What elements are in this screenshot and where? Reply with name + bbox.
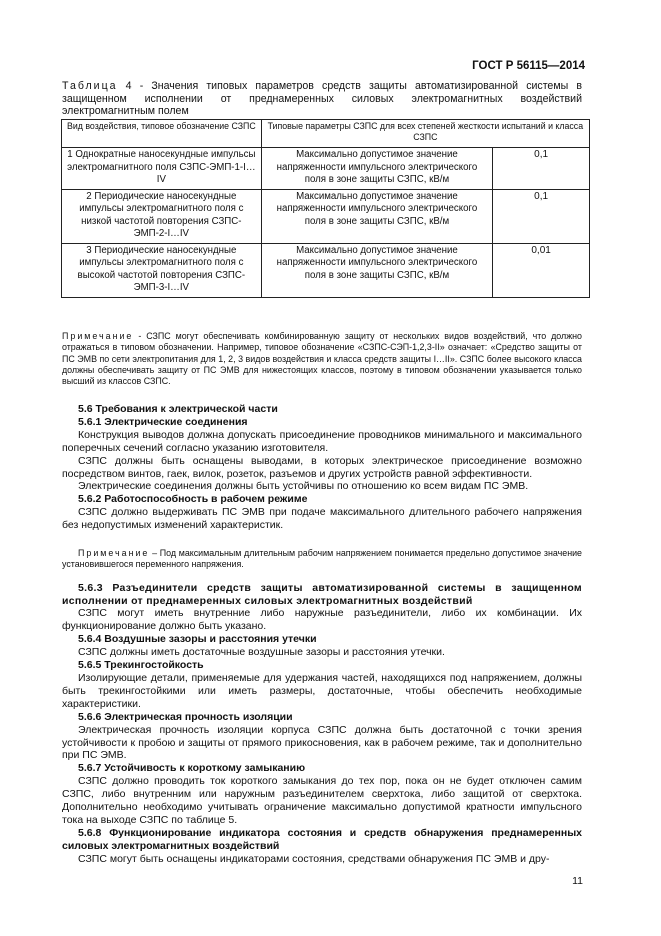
parameters-table: [61, 119, 590, 298]
header-parameters: Типовые параметры СЗПС для всех степеней жесткости испытаний и класса СЗПС: [261, 120, 589, 148]
paragraph: Электрическая прочность изоляции корпуса СЗПС должна быть достаточной с точки зрения устойчивости к пробою и защиты от прямого прикосновения, как в рабочем режиме, так и дополнительно при ПС ЭМВ.: [62, 723, 582, 762]
table-header-row: [62, 120, 590, 148]
table-caption-text: 4 - Значения типовых параметров средств защиты автоматизированной системы в защищенном исполнении от преднамеренных силовых электромагнитных воздействий электромагнитным полем: [62, 80, 582, 117]
note-label: Примечание: [78, 548, 150, 559]
section-5-6-6-title: 5.6.6 Электрическая прочность изоляции: [78, 710, 293, 723]
paragraph: Конструкция выводов должна допускать присоединение проводников минимального и максимального поперечных сечений согласно указанию изготовителя.: [62, 428, 582, 454]
paragraph: СЗПС должны иметь достаточные воздушные зазоры и расстояния утечки.: [78, 646, 445, 659]
paragraph: СЗПС должно выдерживать ПС ЭМВ при подаче максимального длительного рабочего напряжения без недопустимых изменений характеристик.: [62, 506, 582, 532]
cell-value: 0,01: [493, 243, 590, 297]
cell-value: 0,1: [493, 148, 590, 190]
section-5-6-3-title: 5.6.3 Разъединители средств защиты автоматизированной системы в защищенном исполнении от преднамеренных силовых электромагнитных воздействий: [62, 581, 582, 607]
table-note: [62, 331, 582, 387]
table-row: [62, 148, 590, 190]
cell-impact-type: 2 Периодические наносекундные импульсы электромагнитного поля с низкой частотой повторения СЗПС-ЭМП-2-I…IV: [62, 189, 262, 243]
section-5-6-1-title: 5.6.1 Электрические соединения: [78, 415, 248, 428]
cell-parameter: Максимально допустимое значение напряженности импульсного электрического поля в зоне защиты СЗПС, кВ/м: [261, 148, 493, 190]
cell-impact-type: 3 Периодические наносекундные импульсы электромагнитного поля с высокой частотой повторения СЗПС-ЭМП-3-I…IV: [62, 243, 262, 297]
paragraph: СЗПС могут быть оснащены индикаторами состояния, средствами обнаружения ПС ЭМВ и дру-: [78, 852, 550, 865]
section-5-6-body: [62, 403, 582, 866]
standard-designation: ГОСТ Р 56115—2014: [472, 60, 585, 72]
paragraph: Электрические соединения должны быть устойчивы по отношению ко всем видам ПС ЭМВ.: [78, 480, 529, 493]
table-caption: [62, 80, 582, 118]
page-number: 11: [572, 875, 583, 887]
section-5-6-4-title: 5.6.4 Воздушные зазоры и расстояния утечки: [78, 633, 317, 646]
section-note: [62, 548, 582, 571]
section-5-6-7-title: 5.6.7 Устойчивость к короткому замыканию: [78, 762, 306, 775]
section-5-6-2-title: 5.6.2 Работоспособность в рабочем режиме: [78, 493, 308, 506]
table-row: [62, 243, 590, 297]
note-label: Примечание: [62, 331, 134, 341]
table-row: [62, 189, 590, 243]
note-text: - СЗПС могут обеспечивать комбинированную защиту от нескольких видов воздействий, что должно отражаться в типовом обозначении. Например, типовое обозначение «СЗПС-СЭП-1,2,3-II» означает: «Средство защиты от ПС ЭМВ по сети электропитания для 1, 2, 3 видов воздействия и класса средств защиты I…II». СЗПС более высокого класса должны обеспечивать защиту от ПС ЭМВ для нижестоящих классов, поэтому в типовом обозначении указывается только высший из классов СЗПС.: [62, 331, 582, 387]
cell-value: 0,1: [493, 189, 590, 243]
header-impact-type: Вид воздействия, типовое обозначение СЗПС: [62, 120, 262, 148]
cell-parameter: Максимально допустимое значение напряженности импульсного электрического поля в зоне защиты СЗПС, кВ/м: [261, 243, 493, 297]
paragraph: Изолирующие детали, применяемые для удержания частей, находящихся под напряжением, должны быть трекингостойкими или иметь размеры, достаточные, чтобы обеспечить необходимые характеристики.: [62, 672, 582, 710]
cell-parameter: Максимально допустимое значение напряженности импульсного электрического поля в зоне защиты СЗПС, кВ/м: [261, 189, 493, 243]
cell-impact-type: 1 Однократные наносекундные импульсы электромагнитного поля СЗПС-ЭМП-1-I…IV: [62, 148, 262, 190]
table-caption-label: Таблица: [62, 80, 118, 92]
section-5-6-8-title: 5.6.8 Функционирование индикатора состояния и средств обнаружения преднамеренных силовых электромагнитных воздействий: [62, 826, 582, 852]
paragraph: СЗПС должны быть оснащены выводами, в которых электрическое присоединение возможно посредством винтов, гаек, вилок, розеток, разъемов и других устройств равной эффективности.: [62, 454, 582, 480]
section-5-6-title: 5.6 Требования к электрической части: [78, 403, 278, 415]
note-text: – Под максимальным длительным рабочим напряжением понимается предельно допустимое значение установившегося переменного напряжения.: [62, 548, 582, 570]
paragraph: СЗПС могут иметь внутренние либо наружные разъединители, либо их комбинации. Их функционирование должно быть указано.: [62, 607, 582, 633]
paragraph: СЗПС должно проводить ток короткого замыкания до тех пор, пока он не будет отключен самим СЗПС, либо внутренним или наружным разъединителем сверхтока, либо защитой от сверхтока. Дополнительно необходимо учитывать ограничение максимально допустимой кратности импульсного тока на выходе СЗПС по таблице 5.: [62, 775, 582, 826]
section-5-6-5-title: 5.6.5 Трекингостойкость: [78, 659, 204, 672]
